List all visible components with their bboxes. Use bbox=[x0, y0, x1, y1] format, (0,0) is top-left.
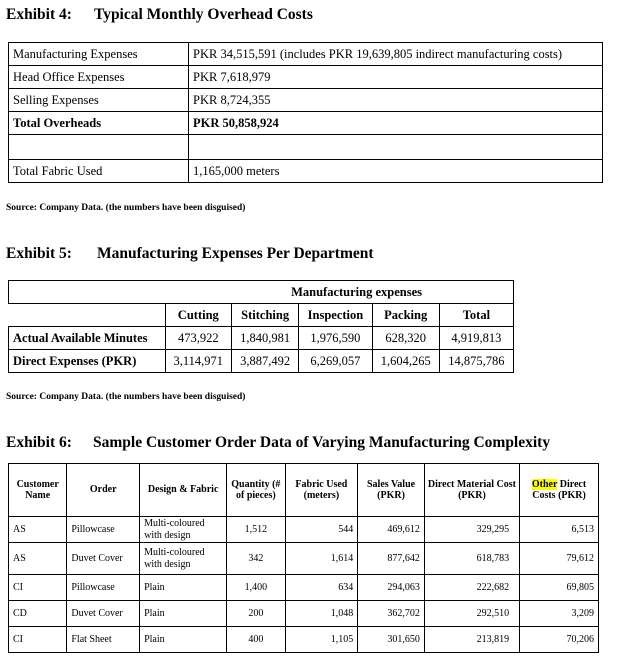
col-cutting: Cutting bbox=[165, 304, 232, 327]
cell-other: 70,206 bbox=[520, 627, 599, 653]
cell-fabric: 1,614 bbox=[285, 543, 358, 575]
cell: 473,922 bbox=[165, 327, 232, 350]
col-other-rest: Direct Costs (PKR) bbox=[532, 478, 587, 501]
cell-order: Flat Sheet bbox=[67, 627, 140, 653]
highlighted-text: Other bbox=[531, 478, 558, 490]
cell: 1,976,590 bbox=[299, 327, 372, 350]
row-value: PKR 34,515,591 (includes PKR 19,639,805 indirect manufacturing costs) bbox=[189, 43, 603, 66]
column-header-row bbox=[9, 304, 514, 327]
cell: 1,840,981 bbox=[232, 327, 299, 350]
exhibit4-source: Source: Company Data. (the numbers have been disguised) bbox=[6, 203, 246, 213]
row-value: 1,165,000 meters bbox=[189, 160, 603, 183]
cell-fabric: 1,105 bbox=[285, 627, 358, 653]
cell-order: Pillowcase bbox=[67, 575, 140, 601]
row-value: PKR 7,618,979 bbox=[189, 66, 603, 89]
cell: 4,919,813 bbox=[439, 327, 513, 350]
exhibit5-title: Manufacturing Expenses Per Department bbox=[97, 245, 374, 262]
col-sales: Sales Value (PKR) bbox=[358, 464, 425, 517]
group-header: Manufacturing expenses bbox=[9, 281, 514, 304]
cell-sales: 294,063 bbox=[358, 575, 425, 601]
customer-orders-table bbox=[8, 463, 599, 653]
cell-fabric: 634 bbox=[285, 575, 358, 601]
header-row bbox=[9, 464, 599, 517]
cell-sales: 362,702 bbox=[358, 601, 425, 627]
cell-design: Plain bbox=[140, 627, 227, 653]
cell-other: 69,805 bbox=[520, 575, 599, 601]
col-quantity: Quantity (# of pieces) bbox=[227, 464, 285, 517]
cell-quantity: 342 bbox=[227, 543, 285, 575]
cell: 1,604,265 bbox=[372, 350, 439, 373]
cell-material: 213,819 bbox=[424, 627, 519, 653]
cell-fabric: 1,048 bbox=[285, 601, 358, 627]
cell: 6,269,057 bbox=[299, 350, 372, 373]
col-other bbox=[520, 464, 599, 517]
cell-design: Multi-coloured with design bbox=[140, 543, 227, 575]
cell-sales: 877,642 bbox=[358, 543, 425, 575]
cell-order: Duvet Cover bbox=[67, 543, 140, 575]
cell-quantity: 1,400 bbox=[227, 575, 285, 601]
exhibit6-heading bbox=[6, 434, 550, 452]
cell-customer: CI bbox=[9, 627, 67, 653]
cell-fabric: 544 bbox=[285, 517, 358, 543]
cell-other: 79,612 bbox=[520, 543, 599, 575]
table-row bbox=[9, 627, 599, 653]
cell: 628,320 bbox=[372, 327, 439, 350]
cell-order: Pillowcase bbox=[67, 517, 140, 543]
cell-material: 329,295 bbox=[424, 517, 519, 543]
blank-row bbox=[9, 135, 603, 160]
col-total: Total bbox=[439, 304, 513, 327]
cell-material: 222,682 bbox=[424, 575, 519, 601]
table-row bbox=[9, 543, 599, 575]
col-material: Direct Material Cost (PKR) bbox=[424, 464, 519, 517]
cell-design: Plain bbox=[140, 575, 227, 601]
table-row bbox=[9, 575, 599, 601]
exhibit5-heading bbox=[6, 245, 374, 263]
cell-customer: AS bbox=[9, 543, 67, 575]
cell-sales: 301,650 bbox=[358, 627, 425, 653]
exhibit6-title: Sample Customer Order Data of Varying Manufacturing Complexity bbox=[93, 434, 551, 451]
cell-design: Multi-coloured with design bbox=[140, 517, 227, 543]
row-label: Actual Available Minutes bbox=[9, 327, 166, 350]
cell-material: 618,783 bbox=[424, 543, 519, 575]
col-inspection: Inspection bbox=[299, 304, 372, 327]
cell-design: Plain bbox=[140, 601, 227, 627]
exhibit4-number: Exhibit 4: bbox=[6, 6, 72, 23]
exhibit4-title: Typical Monthly Overhead Costs bbox=[94, 6, 313, 23]
col-packing: Packing bbox=[372, 304, 439, 327]
row-label bbox=[9, 135, 189, 160]
manufacturing-expenses-table bbox=[8, 280, 514, 373]
col-order: Order bbox=[67, 464, 140, 517]
col-design: Design & Fabric bbox=[140, 464, 227, 517]
cell-customer: CI bbox=[9, 575, 67, 601]
table-row bbox=[9, 517, 599, 543]
cell: 3,887,492 bbox=[232, 350, 299, 373]
empty-corner bbox=[9, 304, 166, 327]
table-row bbox=[9, 601, 599, 627]
table-row bbox=[9, 43, 603, 66]
row-value: PKR 8,724,355 bbox=[189, 89, 603, 112]
cell-order: Duvet Cover bbox=[67, 601, 140, 627]
exhibit6-number: Exhibit 6: bbox=[6, 434, 72, 451]
cell-material: 292,510 bbox=[424, 601, 519, 627]
exhibit5-number: Exhibit 5: bbox=[6, 245, 72, 262]
row-label: Head Office Expenses bbox=[9, 66, 189, 89]
cell: 3,114,971 bbox=[165, 350, 232, 373]
overhead-costs-table bbox=[8, 42, 603, 183]
cell-quantity: 1,512 bbox=[227, 517, 285, 543]
row-label: Direct Expenses (PKR) bbox=[9, 350, 166, 373]
table-row bbox=[9, 327, 514, 350]
group-header-row bbox=[9, 281, 514, 304]
total-row bbox=[9, 112, 603, 135]
row-label: Selling Expenses bbox=[9, 89, 189, 112]
cell-other: 6,513 bbox=[520, 517, 599, 543]
row-label: Manufacturing Expenses bbox=[9, 43, 189, 66]
cell-customer: AS bbox=[9, 517, 67, 543]
table-row bbox=[9, 350, 514, 373]
cell-sales: 469,612 bbox=[358, 517, 425, 543]
row-value: PKR 50,858,924 bbox=[189, 112, 603, 135]
col-customer: Customer Name bbox=[9, 464, 67, 517]
cell-quantity: 200 bbox=[227, 601, 285, 627]
cell: 14,875,786 bbox=[439, 350, 513, 373]
table-row bbox=[9, 89, 603, 112]
col-stitching: Stitching bbox=[232, 304, 299, 327]
cell-customer: CD bbox=[9, 601, 67, 627]
row-label: Total Fabric Used bbox=[9, 160, 189, 183]
exhibit5-source: Source: Company Data. (the numbers have been disguised) bbox=[6, 392, 246, 402]
row-label: Total Overheads bbox=[9, 112, 189, 135]
row-value bbox=[189, 135, 603, 160]
col-fabric: Fabric Used (meters) bbox=[285, 464, 358, 517]
table-row bbox=[9, 160, 603, 183]
cell-quantity: 400 bbox=[227, 627, 285, 653]
table-row bbox=[9, 66, 603, 89]
exhibit4-heading bbox=[6, 6, 313, 24]
cell-other: 3,209 bbox=[520, 601, 599, 627]
